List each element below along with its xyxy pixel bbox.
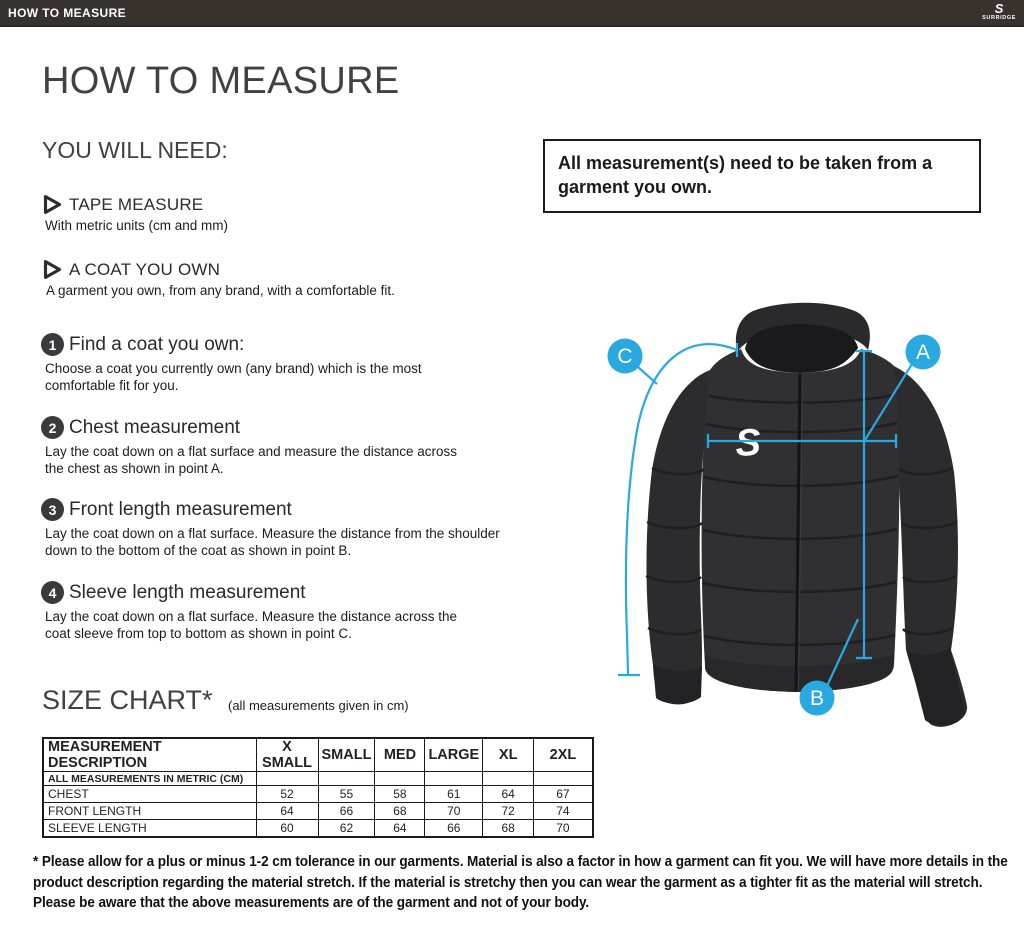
size-chart-table [42,737,594,838]
col-med: MED [375,738,425,772]
cell: 64 [483,786,534,803]
size-chart-subheading: (all measurements given in cm) [228,698,409,713]
col-measurement-description: MEASUREMENT DESCRIPTION [43,738,256,772]
jacket-chest-logo: S [734,421,762,465]
point-c-label: C [617,345,633,368]
cell: 55 [318,786,375,803]
empty-cell [256,772,318,786]
table-row-front-length [43,803,593,820]
surridge-s-icon: S [994,1,1004,17]
step-1-title: Find a coat you own: [69,334,245,355]
right-cuff [907,648,965,725]
table-row-sleeve-length [43,820,593,837]
top-bar [0,0,1024,27]
you-will-need-heading: YOU WILL NEED: [42,137,228,163]
cell: 58 [375,786,425,803]
col-large: LARGE [425,738,483,772]
size-chart-heading: SIZE CHART* [42,685,213,715]
cell: 52 [256,786,318,803]
empty-cell [318,772,375,786]
cell: 64 [256,803,318,820]
empty-cell [534,772,593,786]
step-1-description: Choose a coat you currently own (any brand) which is the most comfortable fit for you. [45,361,422,393]
step-3-description: Lay the coat down on a flat surface. Measure the distance from the shoulder down to the bottom of the coat as shown in point B. [45,526,500,558]
row-label: CHEST [43,786,256,803]
top-bar-title: HOW TO MEASURE [8,5,127,20]
table-row-chest [43,786,593,803]
empty-cell [483,772,534,786]
cell: 62 [318,820,375,837]
point-a-label: A [915,341,931,364]
col-small: SMALL [318,738,375,772]
col-xl: XL [483,738,534,772]
step-2-title: Chest measurement [69,417,241,438]
point-b-label: B [809,687,825,710]
step-4-title: Sleeve length measurement [69,582,306,603]
cell: 66 [318,803,375,820]
step-3-number: 3 [41,498,64,521]
unit-row [43,772,593,786]
jacket-measurement-diagram [588,295,1024,740]
surridge-logo-text: SURRIDGE [982,15,1016,22]
need-item-tape-measure: TAPE MEASURE [69,195,204,214]
cell: 72 [483,803,534,820]
step-3-title: Front length measurement [69,499,292,520]
col-x-small: X SMALL [256,738,318,772]
step-4-number: 4 [41,581,64,604]
cell: 68 [375,803,425,820]
step-2-description: Lay the coat down on a flat surface and measure the distance across the chest as shown in point A. [45,444,457,476]
empty-cell [375,772,425,786]
cell: 74 [534,803,593,820]
step-4-description: Lay the coat down on a flat surface. Measure the distance across the coat sleeve from top to bottom as shown in point C. [45,609,457,641]
step-1-number: 1 [41,333,64,356]
tolerance-footnote: * Please allow for a plus or minus 1-2 cm tolerance in our garments. Material is also a factor in how a garment can fit you. We will have more details in the product description regarding the material stretch. If the material is stretchy then you can wear the garment as a tighter fit as the material will stretch. Please be aware that the above measurements are of the garment and not of your body. [33,854,1008,912]
page-title: HOW TO MEASURE [42,60,400,102]
cell: 61 [425,786,483,803]
row-label: SLEEVE LENGTH [43,820,256,837]
unit-row-label: ALL MEASUREMENTS IN METRIC (CM) [43,772,256,786]
cell: 67 [534,786,593,803]
arrow-right-icon [42,193,63,216]
col-2xl: 2XL [534,738,593,772]
row-label: FRONT LENGTH [43,803,256,820]
cell: 70 [534,820,593,837]
empty-cell [425,772,483,786]
cell: 64 [375,820,425,837]
need-item-tape-measure-desc: With metric units (cm and mm) [45,218,229,233]
need-item-coat: A COAT YOU OWN [69,260,221,279]
cell: 70 [425,803,483,820]
surridge-logo [982,3,1016,21]
cell: 68 [483,820,534,837]
cell: 66 [425,820,483,837]
c-connector-line [638,367,657,384]
measurement-note-box: All measurement(s) need to be taken from a garment you own. [543,139,981,213]
need-item-coat-desc: A garment you own, from any brand, with a comfortable fit. [46,283,395,298]
cell: 60 [256,820,318,837]
arrow-right-icon [42,258,63,281]
size-chart-header-row [43,738,593,772]
step-2-number: 2 [41,416,64,439]
